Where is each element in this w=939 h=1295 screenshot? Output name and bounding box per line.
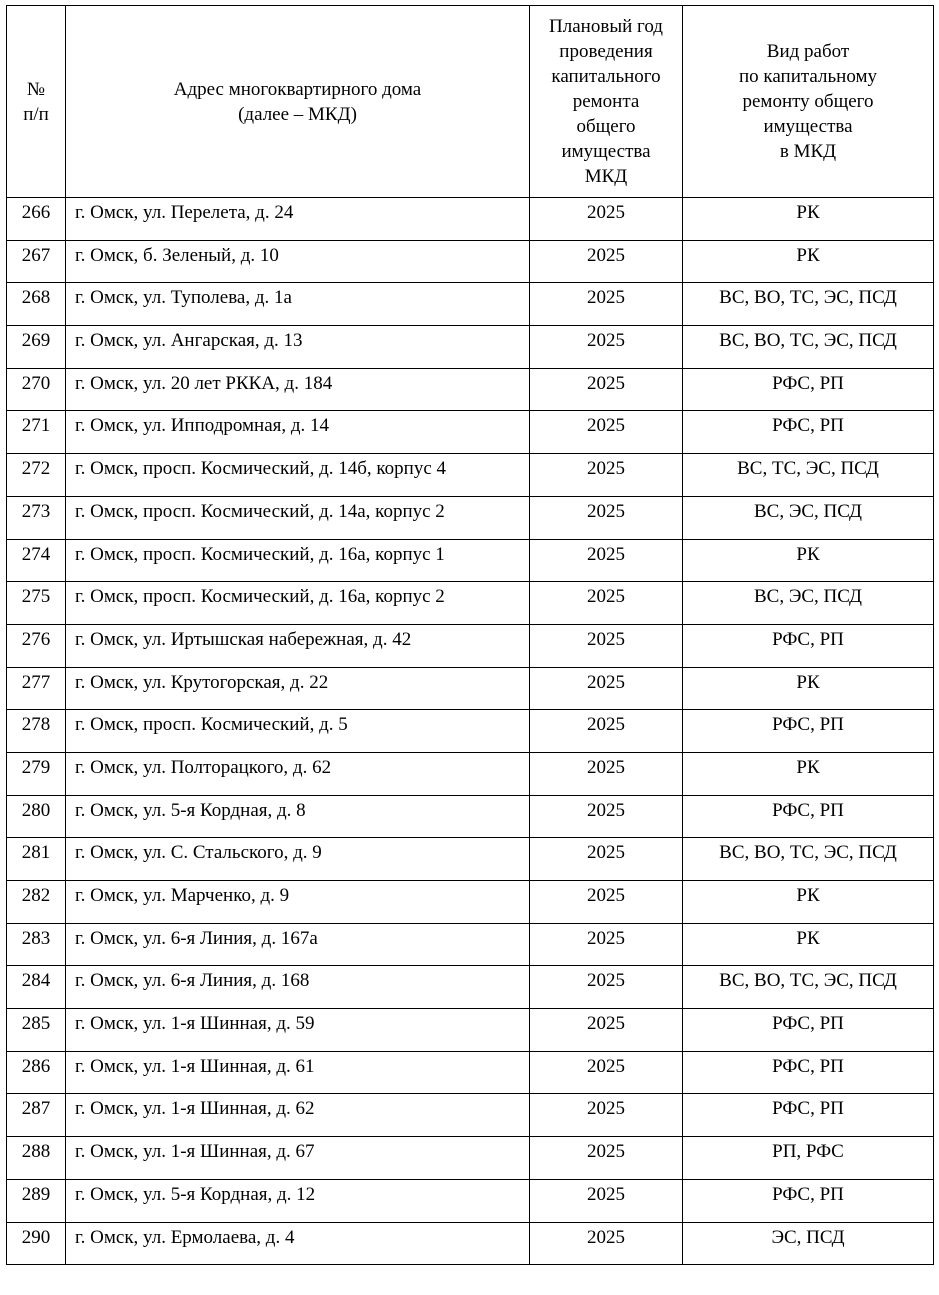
table-row [7,454,934,497]
header-work [683,6,934,198]
year-cell: 2025 [530,539,683,582]
address-cell: г. Омск, ул. 6-я Линия, д. 167а [66,923,530,966]
table-row [7,838,934,881]
row-number-cell: 274 [7,539,66,582]
row-number-cell: 285 [7,1009,66,1052]
address-cell: г. Омск, ул. 5-я Кордная, д. 12 [66,1179,530,1222]
header-work-text: Вид работ по капитальному ремонту общего имущества в МКД [739,41,877,162]
row-number-cell: 267 [7,240,66,283]
table-body [7,198,934,1265]
table-row [7,582,934,625]
year-cell: 2025 [530,1222,683,1265]
address-cell: г. Омск, ул. 1-я Шинная, д. 61 [66,1051,530,1094]
row-number-cell: 282 [7,881,66,924]
work-type-cell: РК [683,198,934,241]
row-number-cell: 268 [7,283,66,326]
table-row [7,539,934,582]
year-cell: 2025 [530,838,683,881]
year-cell: 2025 [530,1009,683,1052]
work-type-cell: ВС, ВО, ТС, ЭС, ПСД [683,283,934,326]
work-type-cell: РК [683,240,934,283]
row-number-cell: 273 [7,496,66,539]
address-cell: г. Омск, ул. С. Стальского, д. 9 [66,838,530,881]
header-address [66,6,530,198]
work-type-cell: РК [683,881,934,924]
year-cell: 2025 [530,1051,683,1094]
work-type-cell: РК [683,923,934,966]
work-type-cell: ВС, ТС, ЭС, ПСД [683,454,934,497]
table-row [7,326,934,369]
row-number-cell: 280 [7,795,66,838]
table-row [7,966,934,1009]
work-type-cell: РФС, РП [683,1009,934,1052]
table-row [7,1094,934,1137]
table-row [7,283,934,326]
work-type-cell: РФС, РП [683,795,934,838]
work-type-cell: РФС, РП [683,710,934,753]
address-cell: г. Омск, ул. 1-я Шинная, д. 62 [66,1094,530,1137]
row-number-cell: 279 [7,752,66,795]
header-year-text: Плановый год проведения капитального ремонта общего имущества МКД [549,16,663,187]
table-row [7,368,934,411]
address-cell: г. Омск, ул. 5-я Кордная, д. 8 [66,795,530,838]
table-row [7,667,934,710]
table-row [7,496,934,539]
repair-plan-table [6,5,934,1265]
work-type-cell: ВС, ВО, ТС, ЭС, ПСД [683,966,934,1009]
header-address-text: Адрес многоквартирного дома (далее – МКД) [173,78,422,125]
address-cell: г. Омск, ул. 20 лет РККА, д. 184 [66,368,530,411]
row-number-cell: 269 [7,326,66,369]
address-cell: г. Омск, б. Зеленый, д. 10 [66,240,530,283]
year-cell: 2025 [530,966,683,1009]
address-cell: г. Омск, ул. Ермолаева, д. 4 [66,1222,530,1265]
year-cell: 2025 [530,326,683,369]
year-cell: 2025 [530,368,683,411]
table-row [7,710,934,753]
row-number-cell: 281 [7,838,66,881]
address-cell: г. Омск, ул. 1-я Шинная, д. 67 [66,1137,530,1180]
row-number-cell: 266 [7,198,66,241]
address-cell: г. Омск, ул. Туполева, д. 1а [66,283,530,326]
year-cell: 2025 [530,1137,683,1180]
table-row [7,795,934,838]
row-number-cell: 272 [7,454,66,497]
work-type-cell: РФС, РП [683,411,934,454]
year-cell: 2025 [530,710,683,753]
year-cell: 2025 [530,198,683,241]
table-row [7,1137,934,1180]
table-row [7,1009,934,1052]
address-cell: г. Омск, ул. Перелета, д. 24 [66,198,530,241]
row-number-cell: 278 [7,710,66,753]
row-number-cell: 289 [7,1179,66,1222]
address-cell: г. Омск, ул. 1-я Шинная, д. 59 [66,1009,530,1052]
year-cell: 2025 [530,454,683,497]
year-cell: 2025 [530,582,683,625]
address-cell: г. Омск, ул. Иртышская набережная, д. 42 [66,624,530,667]
address-cell: г. Омск, просп. Космический, д. 16а, корпус 1 [66,539,530,582]
address-cell: г. Омск, ул. Ангарская, д. 13 [66,326,530,369]
header-num-text: № п/п [23,78,49,125]
table-row [7,1051,934,1094]
work-type-cell: РК [683,752,934,795]
work-type-cell: РФС, РП [683,1051,934,1094]
work-type-cell: ЭС, ПСД [683,1222,934,1265]
row-number-cell: 287 [7,1094,66,1137]
table-row [7,923,934,966]
address-cell: г. Омск, ул. Марченко, д. 9 [66,881,530,924]
work-type-cell: ВС, ЭС, ПСД [683,496,934,539]
table-row [7,411,934,454]
row-number-cell: 270 [7,368,66,411]
row-number-cell: 290 [7,1222,66,1265]
table-row [7,624,934,667]
table-row [7,240,934,283]
year-cell: 2025 [530,240,683,283]
row-number-cell: 284 [7,966,66,1009]
year-cell: 2025 [530,411,683,454]
year-cell: 2025 [530,624,683,667]
row-number-cell: 283 [7,923,66,966]
table-row [7,752,934,795]
year-cell: 2025 [530,795,683,838]
header-row [7,6,934,198]
table-row [7,198,934,241]
row-number-cell: 271 [7,411,66,454]
work-type-cell: РП, РФС [683,1137,934,1180]
row-number-cell: 286 [7,1051,66,1094]
row-number-cell: 277 [7,667,66,710]
header-num [7,6,66,198]
row-number-cell: 275 [7,582,66,625]
row-number-cell: 288 [7,1137,66,1180]
address-cell: г. Омск, ул. 6-я Линия, д. 168 [66,966,530,1009]
address-cell: г. Омск, ул. Ипподромная, д. 14 [66,411,530,454]
year-cell: 2025 [530,283,683,326]
address-cell: г. Омск, просп. Космический, д. 14б, корпус 4 [66,454,530,497]
work-type-cell: РФС, РП [683,368,934,411]
address-cell: г. Омск, просп. Космический, д. 5 [66,710,530,753]
work-type-cell: РФС, РП [683,1179,934,1222]
work-type-cell: ВС, ВО, ТС, ЭС, ПСД [683,838,934,881]
address-cell: г. Омск, просп. Космический, д. 14а, корпус 2 [66,496,530,539]
year-cell: 2025 [530,496,683,539]
year-cell: 2025 [530,923,683,966]
year-cell: 2025 [530,1094,683,1137]
row-number-cell: 276 [7,624,66,667]
table-header [7,6,934,198]
work-type-cell: ВС, ВО, ТС, ЭС, ПСД [683,326,934,369]
year-cell: 2025 [530,1179,683,1222]
address-cell: г. Омск, ул. Полторацкого, д. 62 [66,752,530,795]
work-type-cell: РФС, РП [683,624,934,667]
work-type-cell: РК [683,667,934,710]
work-type-cell: РК [683,539,934,582]
table-row [7,1222,934,1265]
year-cell: 2025 [530,881,683,924]
address-cell: г. Омск, просп. Космический, д. 16а, корпус 2 [66,582,530,625]
table-row [7,1179,934,1222]
address-cell: г. Омск, ул. Крутогорская, д. 22 [66,667,530,710]
year-cell: 2025 [530,752,683,795]
year-cell: 2025 [530,667,683,710]
header-year [530,6,683,198]
work-type-cell: РФС, РП [683,1094,934,1137]
table-row [7,881,934,924]
work-type-cell: ВС, ЭС, ПСД [683,582,934,625]
